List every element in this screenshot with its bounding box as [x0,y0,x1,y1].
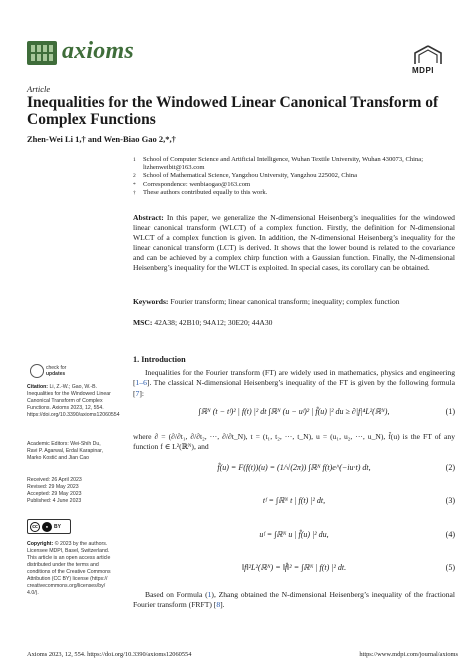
abstract [133,213,455,274]
author-list: Zhen-Wei Li 1,† and Wen-Biao Gao 2,*,† [27,134,176,144]
based-on-paragraph: Based on Formula (1), Zhang obtained the N-dimensional Heisenberg’s inequality of the fractional Fourier transform (FRFT) [8]. [133,590,455,610]
citation: Citation: Li, Z.-W.; Gao, W.-B. Inequalities for the Windowed Linear Canonical Transform of Complex Functions. Axioms 2023, 12, 554. https://doi.org/10.3390/axioms12060554 [27,384,120,418]
equation-2: f̂(u) = F(f(t))(u) = (1/√(2π)) ∫ℝᴺ f(t)e^(−iu·t) dt, (2) [217,463,455,472]
check-updates-icon [30,364,44,378]
citation-link[interactable]: 7 [135,388,140,398]
where-paragraph: where ∂ = (∂/∂t₁, ∂/∂t₂, ···, ∂/∂t_N), t = (t₁, t₂, ···, t_N), u = (u₁, u₂, ···, u_N), f̂(u) is the FT of any function f ∈ L²(ℝᴺ), and [133,432,455,452]
journal-name: axioms [62,38,134,64]
accepted-date: Accepted: 29 May 2023 [27,491,82,497]
msc-label: MSC: [133,318,153,327]
article-title: Inequalities for the Windowed Linear Canonical Transform of Complex Functions [27,94,439,128]
equation-3: tᶠ = ∫ℝᴺ t | f(t) |² dt, (3) [262,496,455,505]
msc-text: 42A38; 42B10; 94A12; 30E20; 44A30 [154,318,273,327]
affiliations [133,156,453,197]
affiliation-item: 1 School of Computer Science and Artificial Intelligence, Wuhan Textile University, Wuhan 430073, China; lizhenweibit@163.com [133,156,424,172]
intro-paragraph: Inequalities for the Fourier transform (FT) are widely used in mathematics, physics and engineering [1–6]. The classical N-dimensional Heisenberg’s inequality of the FT is given by the following formula [7]: [133,368,455,398]
keywords-text: Fourier transform; linear canonical transform; inequality; complex function [170,297,400,306]
keywords [133,297,455,307]
citation-link[interactable]: 1 [207,590,212,599]
equation-5: ‖f‖²L²(ℝᴺ) = ‖f̂‖² = ∫ℝᴺ | f(t) |² dt. (5) [241,563,455,572]
abstract-text: In this paper, we generalize the N-dimensional Heisenberg’s inequalities for the windowed linear canonical transform (WLCT) of a complex function. Firstly, the definition for N-dimensional WLCT of a complex function is given. In addition, the N-dimensional Heisenberg’s inequality for the linear canonical transform (LCT) is derived. It shows that the lower bound is related to the covariance and can be achieved by a complex chirp function with a Gaussian function. Finally, the N-dimensional Heisenberg’s inequality for the WLCT is exploited. In special cases, its corollary can be obtained. [133,213,455,273]
published-date: Published: 4 June 2023 [27,498,82,504]
footer-citation[interactable]: Axioms 2023, 12, 554. https://doi.org/10.3390/axioms12060554 [27,651,192,658]
academic-editors: Academic Editors: Wei-Shih Du, Ravi P. Agarwal, Erdal Karapinar, Marko Kostić and Jian Cao [27,441,104,461]
keywords-label: Keywords: [133,297,169,306]
received-date: Received: 26 April 2023 [27,477,82,483]
article-type: Article [27,84,51,94]
equation-1: ∫ℝᴺ (t − tᶠ)² | f(t) |² dt ∫ℝᴺ (u − uᶠ)² | f̂(u) |² du ≥ ∂|f|⁴L²(ℝᴺ), (1) [198,407,455,416]
footer-journal-link[interactable]: https://www.mdpi.com/journal/axioms [359,651,458,658]
journal-logo [27,41,57,65]
affiliation-item: 2 School of Mathematical Science, Yangzhou University, Yangzhou 225002, China [133,172,358,180]
copyright: Copyright: © 2023 by the authors. Licensee MDPI, Basel, Switzerland. This article is an open access article distributed under the terms and conditions of the Creative Commons Attribution (CC BY) license (https:// creativecommons.org/licenses/by/ 4.0/). [27,541,111,596]
revised-date: Revised: 29 May 2023 [27,484,79,490]
abstract-label: Abstract: [133,213,164,222]
publisher-name: MDPI [412,66,434,75]
citation-link[interactable]: 8 [216,600,221,610]
mdpi-logo-icon [410,44,446,66]
section-heading: 1. Introduction [133,355,186,364]
equation-4: uᶠ = ∫ℝᴺ u | f̂(u) |² du, (4) [259,530,455,539]
cc-icon: cc [30,522,40,532]
citation-link[interactable]: 1–6 [135,378,147,388]
dates [27,477,111,505]
cc-by-license-badge[interactable]: cc ● BY [27,519,71,534]
affiliation-item: † These authors contributed equally to this work. [133,188,268,196]
msc-codes [133,318,455,327]
person-icon: ● [42,522,52,532]
affiliation-item: * Correspondence: wenbiaogao@163.com [133,180,251,188]
